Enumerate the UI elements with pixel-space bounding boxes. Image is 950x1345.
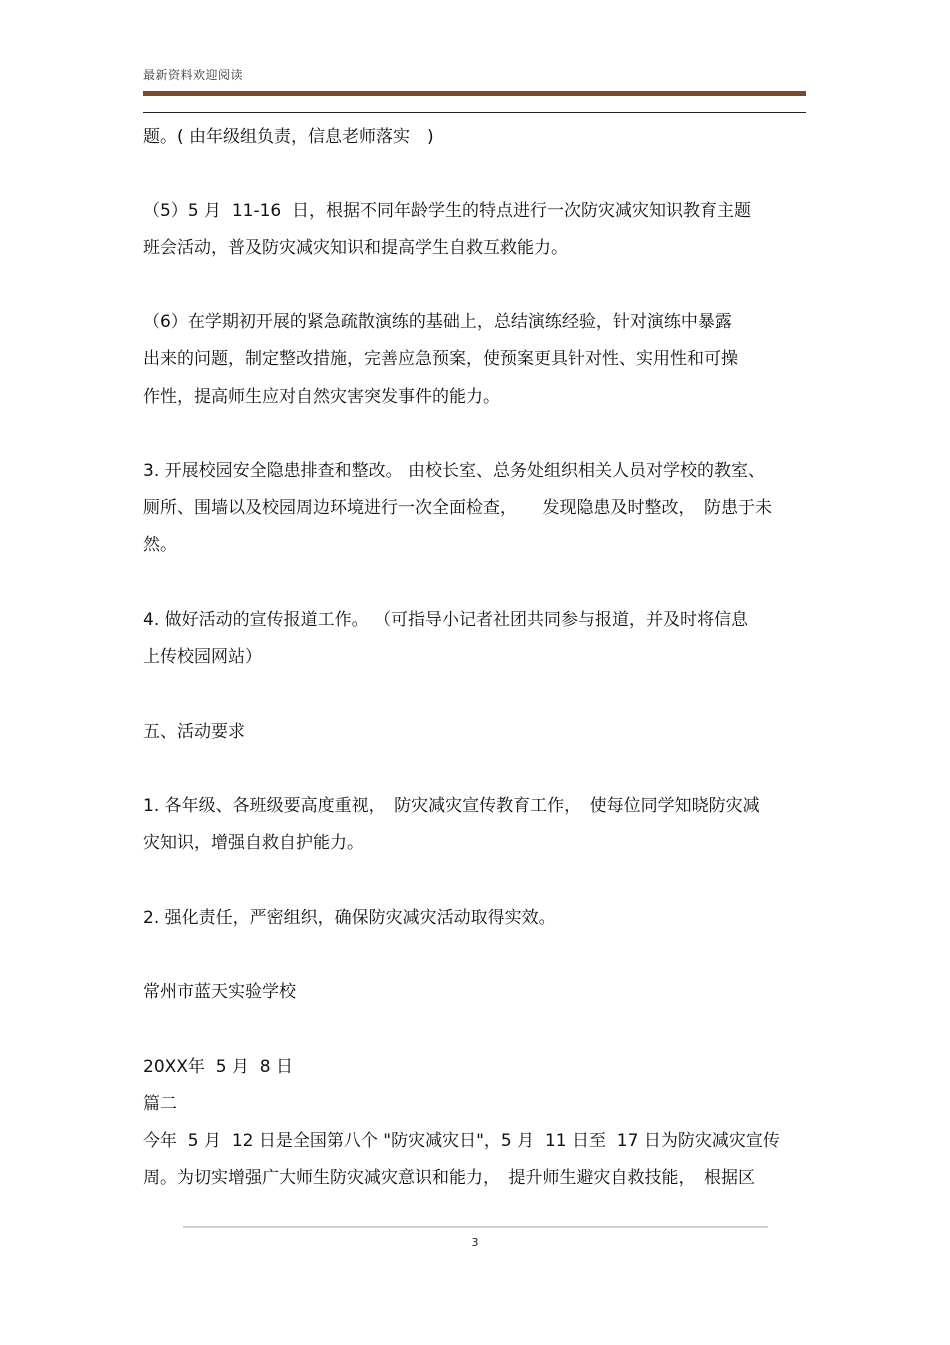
body-line: 今年 5 月 12 日是全国第八个 "防灾减灾日"，5 月 11 日至 17 日为防灾减灾宣传 xyxy=(143,1131,780,1151)
body-line: 2. 强化责任，严密组织，确保防灾减灾活动取得实效。 xyxy=(143,908,556,928)
body-line: 出来的问题，制定整改措施，完善应急预案，使预案更具针对性、实用性和可操 xyxy=(143,349,738,369)
body-line: 厕所、围墙以及校园周边环境进行一次全面检查， 发现隐患及时整改， 防患于未 xyxy=(143,498,772,518)
body-line: 灾知识，增强自救自护能力。 xyxy=(143,833,364,853)
header-rule-thin xyxy=(143,112,806,113)
body-line: 班会活动，普及防灾减灾知识和提高学生自救互救能力。 xyxy=(143,238,568,258)
body-line: 周。为切实增强广大师生防灾减灾意识和能力， 提升师生避灾自救技能， 根据区 xyxy=(143,1168,755,1188)
body-line: 题。( 由年级组负责，信息老师落实 ) xyxy=(143,127,434,147)
body-line: （5）5 月 11-16 日，根据不同年龄学生的特点进行一次防灾减灾知识教育主题 xyxy=(143,201,752,221)
signature-school: 常州市蓝天实验学校 xyxy=(143,982,296,1002)
section-heading: 篇二 xyxy=(143,1094,177,1114)
signature-date: 20XX年 5 月 8 日 xyxy=(143,1057,293,1077)
footer-rule xyxy=(183,1226,768,1228)
header-rule-thick xyxy=(143,91,806,96)
body-line: 1. 各年级、各班级要高度重视， 防灾减灾宣传教育工作， 使每位同学知晓防灾减 xyxy=(143,796,760,816)
body-line: 4. 做好活动的宣传报道工作。 （可指导小记者社团共同参与报道，并及时将信息 xyxy=(143,610,749,630)
body-line: 3. 开展校园安全隐患排查和整改。 由校长室、总务处组织相关人员对学校的教室、 xyxy=(143,461,766,481)
section-heading: 五、活动要求 xyxy=(143,722,245,742)
body-line: 作性，提高师生应对自然灾害突发事件的能力。 xyxy=(143,387,500,407)
body-line: 上传校园网站） xyxy=(143,647,262,667)
page-number: 3 xyxy=(471,1236,479,1249)
page-header-title: 最新资料欢迎阅读 xyxy=(143,68,244,82)
body-line: 然。 xyxy=(143,535,177,555)
body-line: （6）在学期初开展的紧急疏散演练的基础上，总结演练经验，针对演练中暴露 xyxy=(143,312,732,332)
